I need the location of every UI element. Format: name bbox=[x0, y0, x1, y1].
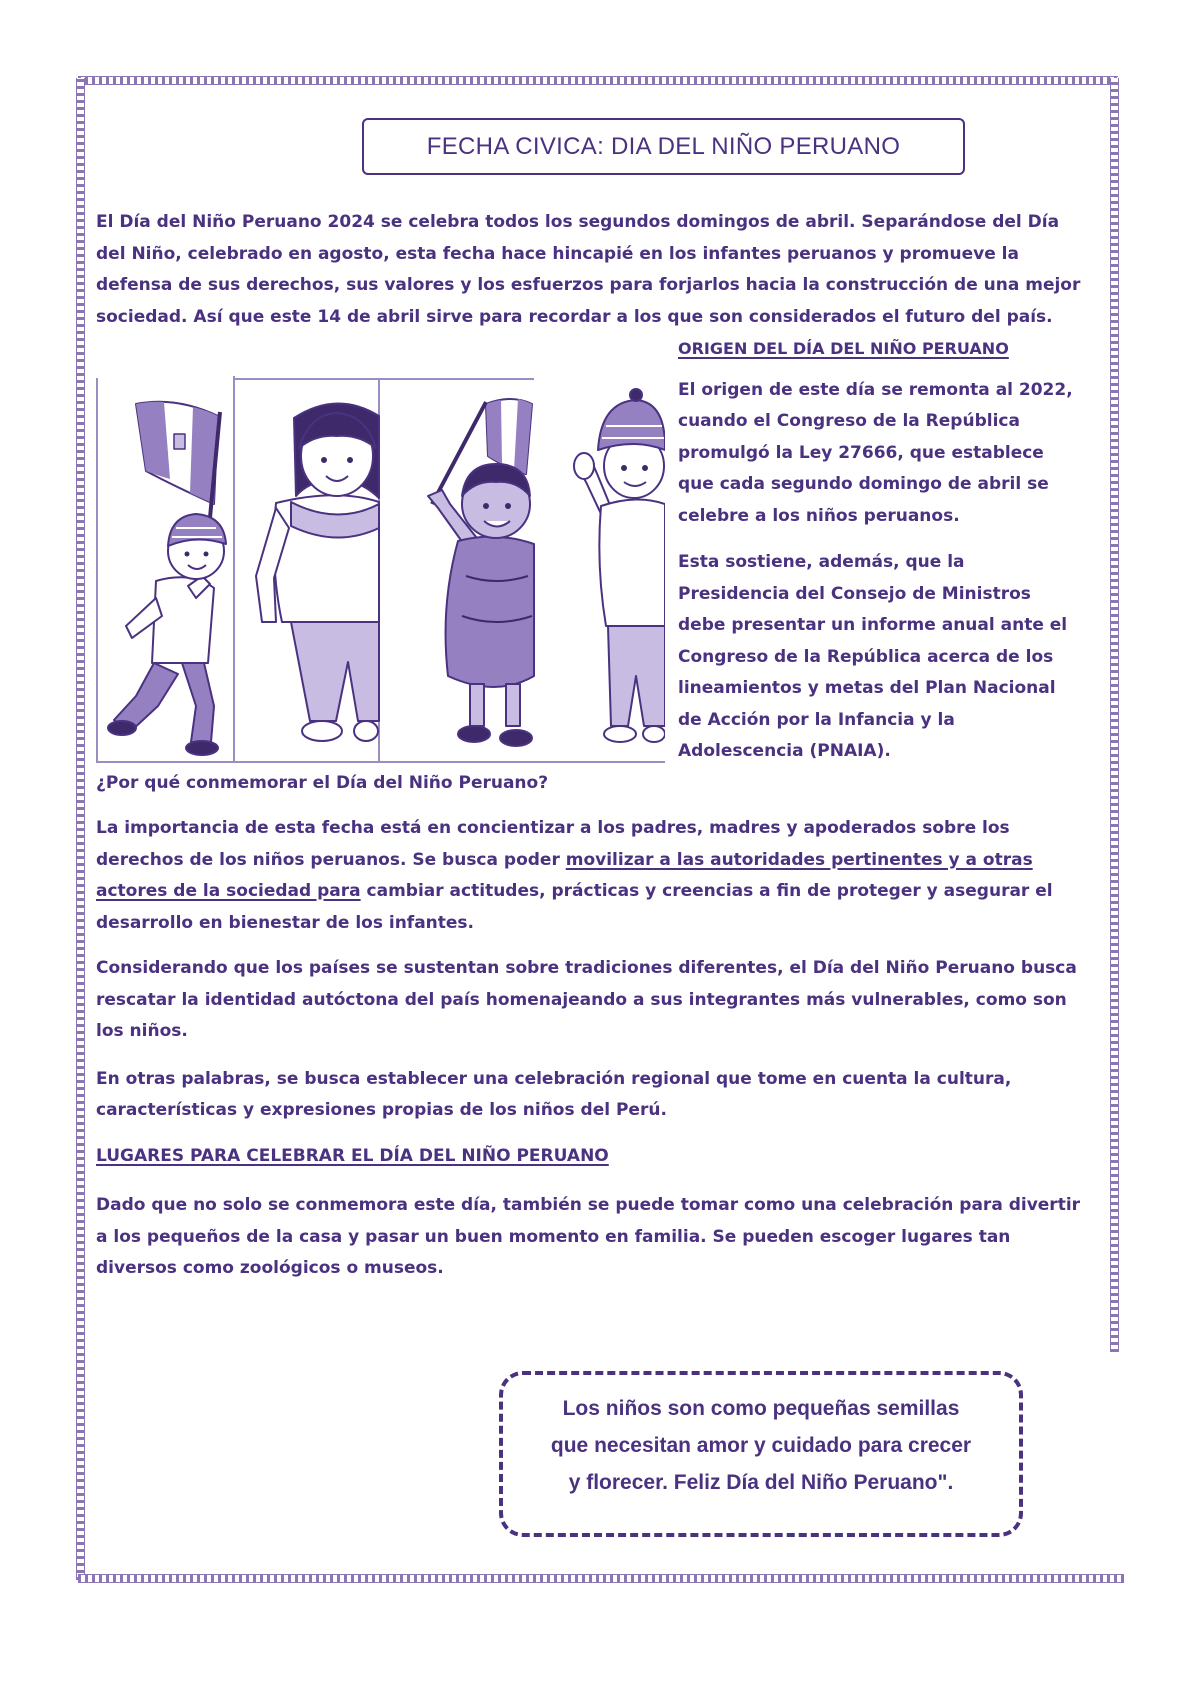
origin-heading: ORIGEN DEL DÍA DEL NIÑO PERUANO bbox=[678, 339, 1009, 358]
quote-line: y florecer. Feliz Día del Niño Peruano". bbox=[568, 1471, 954, 1494]
eye bbox=[483, 503, 489, 509]
children-illustration bbox=[96, 376, 665, 763]
child-girl-with-bangs bbox=[256, 403, 379, 741]
decorative-border-top bbox=[78, 76, 1118, 85]
leg bbox=[182, 663, 214, 742]
eye bbox=[185, 551, 190, 556]
children-illustration-svg bbox=[96, 376, 665, 763]
peru-flag-icon bbox=[486, 399, 532, 474]
shoe bbox=[108, 721, 136, 735]
pants bbox=[291, 622, 379, 721]
quote-box bbox=[499, 1371, 1023, 1537]
leg bbox=[470, 684, 484, 726]
shoe bbox=[186, 741, 218, 755]
flag-emblem bbox=[174, 434, 185, 449]
eye bbox=[321, 457, 327, 463]
poncho bbox=[446, 536, 534, 686]
hat-pompom bbox=[630, 389, 642, 401]
origin-paragraph-1: El origen de este día se remonta al 2022, cuando el Congreso de la República promulgó la Ley 27666, que establece que cada segundo domingo de abril se celebre a los niños peruanos. bbox=[678, 379, 1073, 526]
origin-text-column bbox=[678, 333, 1080, 768]
shoe bbox=[500, 730, 532, 746]
eye bbox=[204, 551, 209, 556]
shoe bbox=[302, 721, 342, 741]
child-girl-with-hat bbox=[574, 389, 665, 742]
shirt bbox=[599, 499, 665, 626]
shoe bbox=[604, 726, 636, 742]
why-question: ¿Por qué conmemorar el Día del Niño Peruano? bbox=[96, 772, 549, 793]
main-content bbox=[96, 207, 1086, 1285]
places-paragraph: Dado que no solo se conmemora este día, también se puede tomar como una celebración para divertir a los pequeños de la casa y pasar un buen momento en familia. Se pueden escoger lugares tan diversos como zoológicos o museos. bbox=[96, 1195, 1081, 1278]
why-paragraph-1-start: La importancia de esta fecha está en concientizar a los padres, madres y apoderados sobre los derechos de los niños peruanos. Se busca poder bbox=[96, 818, 1010, 870]
decorative-border-right bbox=[1110, 78, 1119, 1352]
hand bbox=[574, 453, 594, 479]
eye bbox=[347, 457, 353, 463]
page-title: FECHA CIVICA: DIA DEL NIÑO PERUANO bbox=[362, 118, 965, 175]
leg bbox=[506, 684, 520, 726]
quote-line: Los niños son como pequeñas semillas bbox=[562, 1397, 960, 1420]
eye bbox=[505, 503, 511, 509]
decorative-border-left bbox=[76, 78, 85, 1580]
quote-line: que necesitan amor y cuidado para crecer bbox=[550, 1434, 972, 1457]
why-paragraph-1 bbox=[96, 813, 1086, 939]
child-boy-with-flag bbox=[428, 399, 534, 746]
shoe bbox=[643, 726, 665, 742]
shoe bbox=[458, 726, 490, 742]
eye bbox=[621, 465, 627, 471]
why-paragraph-1-end: cambiar actitudes, prácticas y creencias a fin de proteger y asegurar el desarrollo en bienestar de los infantes. bbox=[96, 881, 1053, 933]
flag-stripe-left bbox=[486, 400, 502, 464]
peru-flag-icon bbox=[136, 401, 218, 503]
decorative-border-bottom bbox=[78, 1574, 1124, 1583]
origin-paragraph-2: Esta sostiene, además, que la Presidencia del Consejo de Ministros debe presentar un informe anual ante el Congreso de la República acerca de los lineamientos y metas del Plan Nacional de Acción por la Infancia y la Adolescencia (PNAIA). bbox=[678, 552, 1068, 761]
eye bbox=[642, 465, 648, 471]
pants bbox=[608, 626, 665, 726]
intro-paragraph: El Día del Niño Peruano 2024 se celebra todos los segundos domingos de abril. Separándose del Día del Niño, celebrado en agosto, esta fecha hace hincapié en los infantes peruanos y promueve la defensa de sus derechos, sus valores y los esfuerzos para forjarlos hacia la construcción de una mejor sociedad. Así que este 14 de abril sirve para recordar a los que son considerados el futuro del país. bbox=[96, 212, 1081, 327]
why-paragraph-2: Considerando que los países se sustentan sobre tradiciones diferentes, el Día del Niño Peruano busca rescatar la identidad autóctona del país homenajeando a sus integrantes más vulnerables, como son los niños. bbox=[96, 958, 1077, 1041]
places-heading: LUGARES PARA CELEBRAR EL DÍA DEL NIÑO PERUANO bbox=[96, 1145, 609, 1166]
why-paragraph-1-underlined: movilizar a las autoridades pertinentes y a otras actores de la sociedad para bbox=[96, 849, 1033, 901]
why-paragraph-3: En otras palabras, se busca establecer una celebración regional que tome en cuenta la cultura, características y expresiones propias de los niños del Perú. bbox=[96, 1068, 1012, 1120]
origin-section bbox=[96, 333, 1086, 768]
shoe bbox=[354, 721, 378, 741]
child-running-with-flag bbox=[108, 401, 226, 754]
